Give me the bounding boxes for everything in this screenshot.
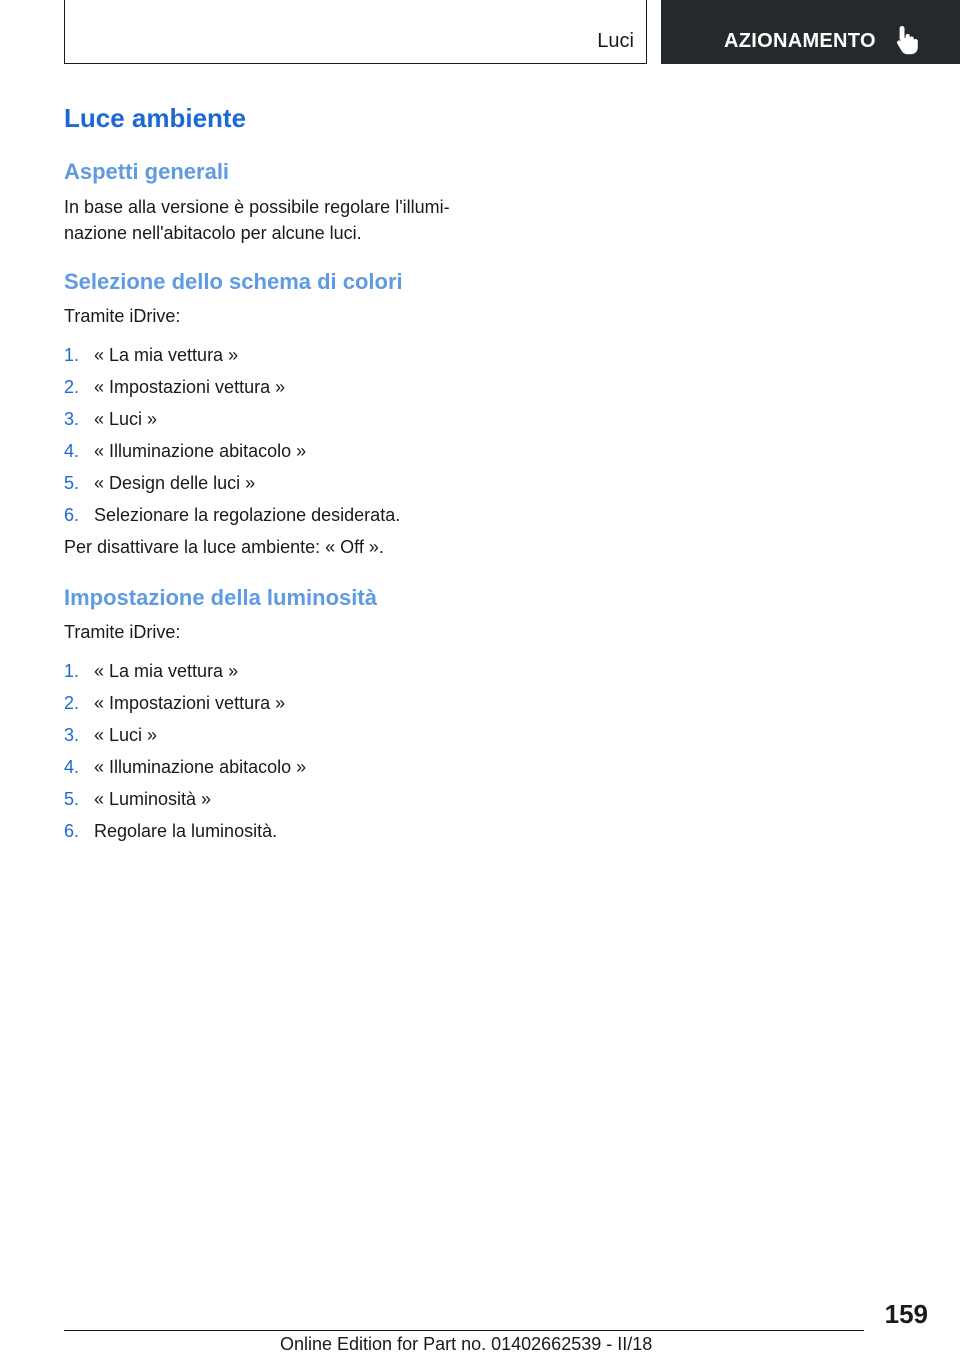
step-number: 4. xyxy=(64,441,80,461)
step-number: 1. xyxy=(64,661,80,681)
paragraph-line: In base alla versione è possibile regolare l'illumi‐ xyxy=(64,197,450,217)
step-text: « Luci » xyxy=(94,725,158,745)
step-text: « Impostazioni vettura » xyxy=(94,693,286,713)
step-text: « Luminosità » xyxy=(94,789,212,809)
color-scheme-note: Per disattivare la luce ambiente: « Off ». xyxy=(64,537,384,557)
header-chapter-tab xyxy=(661,0,960,64)
general-paragraph xyxy=(64,194,484,246)
step-number: 3. xyxy=(64,725,80,745)
color-scheme-intro: Tramite iDrive: xyxy=(64,306,181,326)
section-heading-brightness: Impostazione della luminosità xyxy=(64,585,377,610)
step-number: 2. xyxy=(64,693,80,713)
page-title: Luce ambiente xyxy=(64,103,247,133)
step-number: 6. xyxy=(64,821,80,841)
step-number: 1. xyxy=(64,345,80,365)
pointing-hand-icon xyxy=(894,24,922,56)
step-text: Regolare la luminosità. xyxy=(94,821,278,841)
header-section-label: Luci xyxy=(597,30,634,52)
step-number: 3. xyxy=(64,409,80,429)
step-number: 5. xyxy=(64,473,80,493)
step-text: « Design delle luci » xyxy=(94,473,256,493)
footer-edition-text: Online Edition for Part no. 01402662539 - II/18 xyxy=(280,1334,653,1354)
page-number: 159 xyxy=(884,1299,928,1329)
step-text: « Illuminazione abitacolo » xyxy=(94,757,307,777)
step-text: « Impostazioni vettura » xyxy=(94,377,286,397)
step-text: « La mia vettura » xyxy=(94,661,239,681)
step-text: « La mia vettura » xyxy=(94,345,239,365)
step-text: Selezionare la regolazione desiderata. xyxy=(94,505,401,525)
section-heading-color-scheme: Selezione dello schema di colori xyxy=(64,269,403,294)
step-number: 4. xyxy=(64,757,80,777)
paragraph-line: nazione nell'abitacolo per alcune luci. xyxy=(64,223,362,243)
header-section-box xyxy=(64,0,647,64)
section-heading-general: Aspetti generali xyxy=(64,159,230,184)
footer-divider xyxy=(64,1330,864,1331)
step-number: 6. xyxy=(64,505,80,525)
step-text: « Illuminazione abitacolo » xyxy=(94,441,307,461)
header-chapter-label: AZIONAMENTO xyxy=(724,30,876,52)
brightness-intro: Tramite iDrive: xyxy=(64,622,181,642)
step-number: 2. xyxy=(64,377,80,397)
step-number: 5. xyxy=(64,789,80,809)
step-text: « Luci » xyxy=(94,409,158,429)
